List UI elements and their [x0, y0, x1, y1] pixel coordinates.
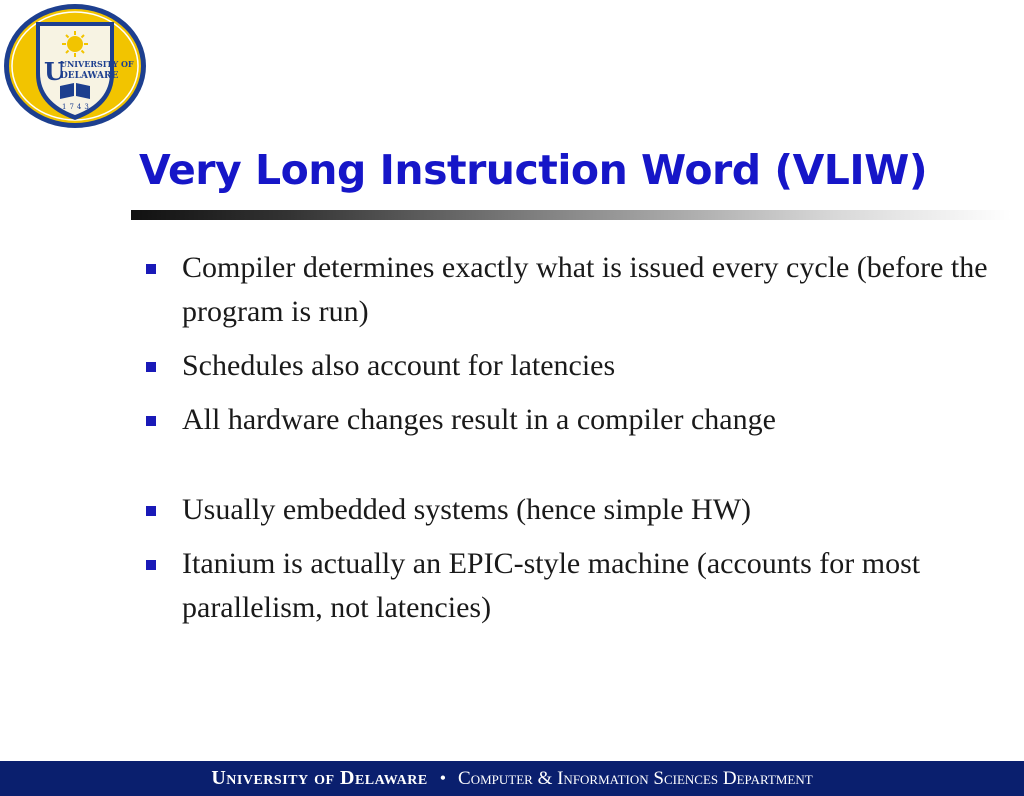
footer-department: Computer & Information Sciences Department	[458, 767, 813, 789]
title-underline-rule	[131, 210, 1011, 220]
square-bullet-icon	[146, 264, 156, 274]
bullet-item	[146, 542, 1006, 630]
seal-graphic	[2, 2, 148, 130]
bullet-text: Usually embedded systems (hence simple HW)	[182, 493, 752, 526]
footer-separator: •	[439, 768, 447, 788]
square-bullet-icon	[146, 560, 156, 570]
bullet-text: All hardware changes result in a compiler change	[182, 403, 776, 436]
bullet-list	[146, 246, 1006, 640]
square-bullet-icon	[146, 416, 156, 426]
svg-text:U: U	[44, 57, 65, 86]
square-bullet-icon	[146, 362, 156, 372]
bullet-item	[146, 344, 1006, 388]
bullet-text: Compiler determines exactly what is issued every cycle (before the program is run)	[182, 251, 988, 328]
bullet-text: Schedules also account for latencies	[182, 349, 616, 382]
slide-title: Very Long Instruction Word (VLIW)	[139, 146, 928, 194]
footer-university: University of Delaware	[211, 767, 428, 789]
svg-text:1743: 1743	[62, 103, 92, 111]
bullet-item	[146, 488, 1006, 532]
university-seal-logo	[2, 2, 148, 130]
bullet-item	[146, 246, 1006, 334]
svg-text:DELAWARE: DELAWARE	[60, 71, 119, 81]
svg-text:UNIVERSITY OF: UNIVERSITY OF	[60, 59, 134, 69]
square-bullet-icon	[146, 506, 156, 516]
bullet-text: Itanium is actually an EPIC-style machine (accounts for most parallelism, not latencies)	[182, 547, 921, 624]
bullet-item	[146, 398, 1006, 442]
footer-bar	[0, 761, 1024, 796]
